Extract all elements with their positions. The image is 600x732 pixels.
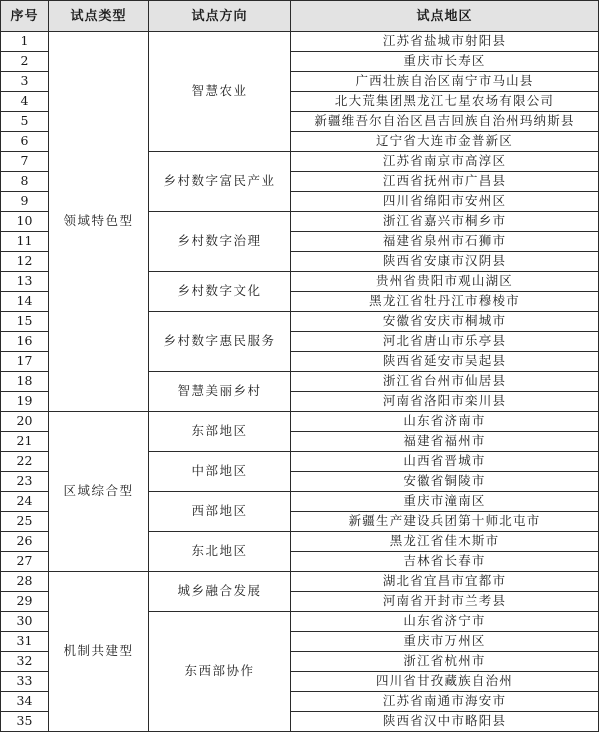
pilot-area-cell: 浙江省杭州市 [291, 652, 599, 672]
pilot-direction-cell: 东西部协作 [149, 612, 291, 732]
table-row [1, 32, 599, 52]
pilot-area-cell: 新疆维吾尔自治区昌吉回族自治州玛纳斯县 [291, 112, 599, 132]
pilot-area-cell: 山西省晋城市 [291, 452, 599, 472]
pilot-area-cell: 陕西省汉中市略阳县 [291, 712, 599, 732]
pilot-type-cell: 机制共建型 [49, 572, 149, 732]
pilot-direction-cell: 智慧美丽乡村 [149, 372, 291, 412]
row-number: 12 [1, 252, 49, 272]
row-number: 33 [1, 672, 49, 692]
pilot-area-cell: 浙江省嘉兴市桐乡市 [291, 212, 599, 232]
table-row [1, 572, 599, 592]
pilot-area-cell: 陕西省延安市吴起县 [291, 352, 599, 372]
row-number: 1 [1, 32, 49, 52]
row-number: 20 [1, 412, 49, 432]
pilot-direction-cell: 乡村数字惠民服务 [149, 312, 291, 372]
pilot-area-cell: 安徽省铜陵市 [291, 472, 599, 492]
pilot-area-cell: 江苏省南通市海安市 [291, 692, 599, 712]
row-number: 19 [1, 392, 49, 412]
pilot-direction-cell: 乡村数字文化 [149, 272, 291, 312]
pilot-area-cell: 黑龙江省牡丹江市穆棱市 [291, 292, 599, 312]
row-number: 27 [1, 552, 49, 572]
header-type: 试点类型 [49, 1, 149, 32]
pilot-area-cell: 福建省泉州市石狮市 [291, 232, 599, 252]
pilot-area-cell: 北大荒集团黑龙江七星农场有限公司 [291, 92, 599, 112]
pilot-area-cell: 吉林省长春市 [291, 552, 599, 572]
row-number: 10 [1, 212, 49, 232]
row-number: 30 [1, 612, 49, 632]
pilot-direction-cell: 东北地区 [149, 532, 291, 572]
row-number: 3 [1, 72, 49, 92]
pilot-direction-cell: 乡村数字治理 [149, 212, 291, 272]
pilot-area-cell: 河北省唐山市乐亭县 [291, 332, 599, 352]
row-number: 32 [1, 652, 49, 672]
row-number: 34 [1, 692, 49, 712]
pilot-area-cell: 黑龙江省佳木斯市 [291, 532, 599, 552]
row-number: 29 [1, 592, 49, 612]
header-direction: 试点方向 [149, 1, 291, 32]
pilot-area-cell: 江西省抚州市广昌县 [291, 172, 599, 192]
header-no: 序号 [1, 1, 49, 32]
row-number: 17 [1, 352, 49, 372]
row-number: 2 [1, 52, 49, 72]
pilot-direction-cell: 城乡融合发展 [149, 572, 291, 612]
pilot-area-cell: 重庆市长寿区 [291, 52, 599, 72]
pilot-area-cell: 湖北省宜昌市宜都市 [291, 572, 599, 592]
pilot-direction-cell: 西部地区 [149, 492, 291, 532]
row-number: 24 [1, 492, 49, 512]
row-number: 35 [1, 712, 49, 732]
header-area: 试点地区 [291, 1, 599, 32]
table-body [1, 32, 599, 732]
pilot-area-cell: 江苏省南京市高淳区 [291, 152, 599, 172]
pilot-area-cell: 贵州省贵阳市观山湖区 [291, 272, 599, 292]
row-number: 28 [1, 572, 49, 592]
pilot-type-cell: 领域特色型 [49, 32, 149, 412]
pilot-area-cell: 重庆市万州区 [291, 632, 599, 652]
row-number: 5 [1, 112, 49, 132]
row-number: 18 [1, 372, 49, 392]
pilot-area-cell: 陕西省安康市汉阴县 [291, 252, 599, 272]
row-number: 9 [1, 192, 49, 212]
pilot-area-cell: 山东省济南市 [291, 412, 599, 432]
header-row [1, 1, 599, 32]
pilot-area-cell: 江苏省盐城市射阳县 [291, 32, 599, 52]
table-row [1, 412, 599, 432]
pilot-area-cell: 安徽省安庆市桐城市 [291, 312, 599, 332]
pilot-area-cell: 河南省洛阳市栾川县 [291, 392, 599, 412]
pilot-area-cell: 广西壮族自治区南宁市马山县 [291, 72, 599, 92]
row-number: 23 [1, 472, 49, 492]
row-number: 6 [1, 132, 49, 152]
row-number: 8 [1, 172, 49, 192]
row-number: 16 [1, 332, 49, 352]
pilot-area-cell: 山东省济宁市 [291, 612, 599, 632]
pilot-area-cell: 河南省开封市兰考县 [291, 592, 599, 612]
pilot-direction-cell: 中部地区 [149, 452, 291, 492]
pilot-area-cell: 四川省绵阳市安州区 [291, 192, 599, 212]
pilot-area-cell: 四川省甘孜藏族自治州 [291, 672, 599, 692]
pilot-area-cell: 辽宁省大连市金普新区 [291, 132, 599, 152]
pilot-area-cell: 福建省福州市 [291, 432, 599, 452]
pilot-type-cell: 区域综合型 [49, 412, 149, 572]
row-number: 4 [1, 92, 49, 112]
row-number: 31 [1, 632, 49, 652]
pilot-direction-cell: 乡村数字富民产业 [149, 152, 291, 212]
pilot-direction-cell: 智慧农业 [149, 32, 291, 152]
row-number: 13 [1, 272, 49, 292]
row-number: 21 [1, 432, 49, 452]
row-number: 7 [1, 152, 49, 172]
row-number: 14 [1, 292, 49, 312]
row-number: 22 [1, 452, 49, 472]
pilot-area-cell: 重庆市潼南区 [291, 492, 599, 512]
pilot-direction-cell: 东部地区 [149, 412, 291, 452]
row-number: 15 [1, 312, 49, 332]
row-number: 25 [1, 512, 49, 532]
pilot-area-cell: 浙江省台州市仙居县 [291, 372, 599, 392]
pilot-area-cell: 新疆生产建设兵团第十师北屯市 [291, 512, 599, 532]
row-number: 11 [1, 232, 49, 252]
row-number: 26 [1, 532, 49, 552]
